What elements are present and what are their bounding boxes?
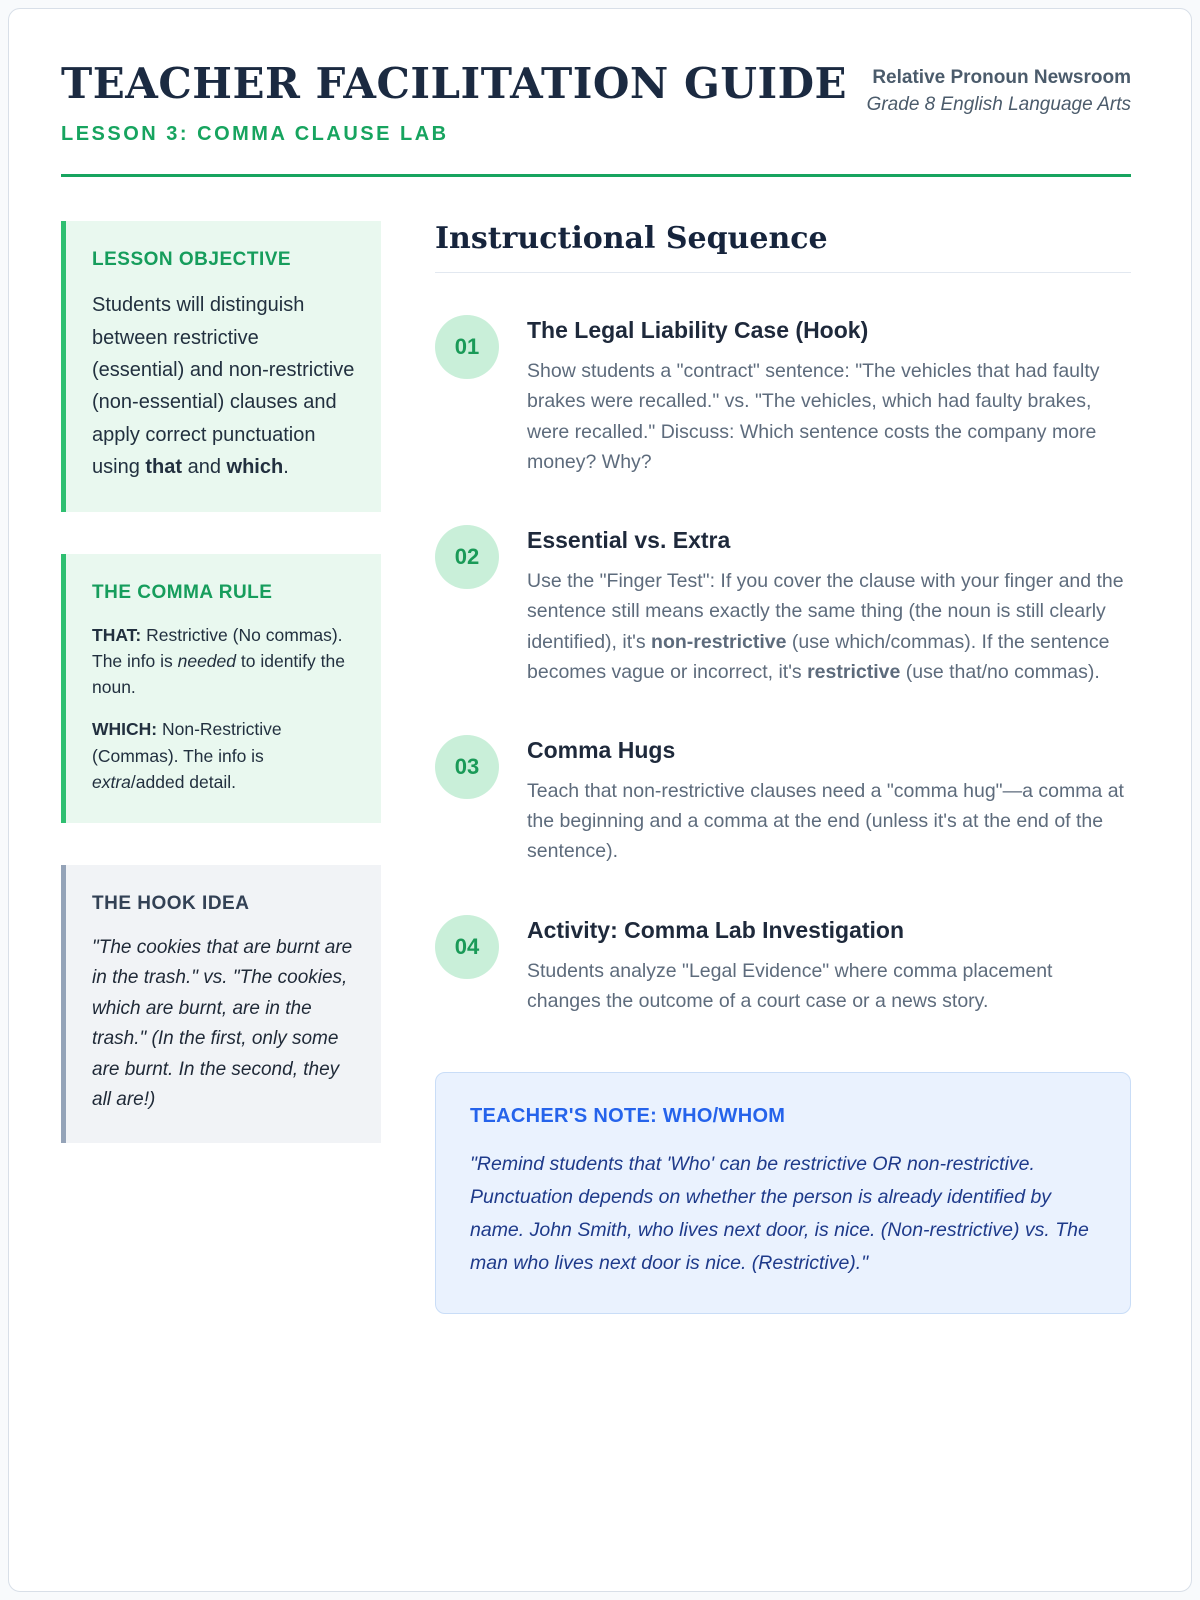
step-title: The Legal Liability Case (Hook) <box>527 317 869 344</box>
grade-level: Grade 8 English Language Arts <box>866 94 1131 115</box>
step-number-badge: 04 <box>435 915 499 979</box>
step-number-badge: 03 <box>435 735 499 799</box>
step-item-2 <box>435 523 1131 687</box>
step-content <box>527 313 1131 477</box>
comma-rule-box <box>61 554 381 824</box>
step-body: Students analyze "Legal Evidence" where comma placement changes the outcome of a court case or a news story. <box>527 959 1053 1012</box>
step-title: Comma Hugs <box>527 736 676 763</box>
section-heading: Instructional Sequence <box>435 221 1131 273</box>
header-divider <box>61 174 1131 177</box>
document-page <box>8 8 1192 1592</box>
page-title: TEACHER FACILITATION GUIDE <box>61 59 848 108</box>
objective-heading: LESSON OBJECTIVE <box>92 249 292 271</box>
objective-body: Students will distinguish between restrictive (essential) and non-restrictive (non-essential) clauses and apply correct punctuation using that and which. <box>92 294 355 479</box>
lesson-objective-box <box>61 221 381 511</box>
main-column <box>435 221 1131 1313</box>
step-content <box>527 913 1131 1016</box>
hook-body: "The cookies that are burnt are in the trash." vs. "The cookies, which are burnt, are in the trash." (In the first, only some are burnt. In the second, they all are!) <box>92 937 353 1110</box>
course-name: Relative Pronoun Newsroom <box>872 67 1131 88</box>
sidebar <box>61 221 381 1313</box>
step-title: Activity: Comma Lab Investigation <box>527 916 905 943</box>
step-content <box>527 733 1131 867</box>
header-meta <box>867 61 1131 116</box>
note-body: "Remind students that 'Who' can be restrictive OR non-restrictive. Punctuation depends on whether the person is already identified by name. John Smith, who lives next door, is nice. (Non-restrictive) vs. The man who lives next door is nice. (Restrictive)." <box>470 1153 1089 1275</box>
step-number-badge: 01 <box>435 315 499 379</box>
note-heading: TEACHER'S NOTE: WHO/WHOM <box>470 1105 786 1128</box>
step-number-badge: 02 <box>435 525 499 589</box>
rule-which: WHICH: Non-Restrictive (Commas). The info is extra/added detail. <box>92 719 282 792</box>
header <box>61 61 1131 146</box>
step-body: Teach that non-restrictive clauses need a "comma hug"—a comma at the beginning and a comma at the end (unless it's at the end of the sentence). <box>527 779 1124 863</box>
teachers-note-box <box>435 1072 1131 1314</box>
step-item-1 <box>435 313 1131 477</box>
step-item-3 <box>435 733 1131 867</box>
step-item-4 <box>435 913 1131 1016</box>
step-title: Essential vs. Extra <box>527 527 731 554</box>
lesson-subtitle: LESSON 3: COMMA CLAUSE LAB <box>61 123 449 146</box>
step-body: Use the "Finger Test": If you cover the clause with your finger and the sentence still means exactly the same thing (the noun is still clearly identified), it's non-restrictive (use which/commas). If the sentence becomes vague or incorrect, it's restrictive (use that/no commas). <box>527 570 1124 683</box>
step-body: Show students a "contract" sentence: "The vehicles that had faulty brakes were recalled." vs. "The vehicles, which had faulty brakes, were recalled." Discuss: Which sentence costs the company more money? Why? <box>527 360 1100 473</box>
content-columns <box>61 221 1131 1313</box>
hook-heading: THE HOOK IDEA <box>92 893 250 915</box>
header-left <box>61 61 847 146</box>
rule-that: THAT: Restrictive (No commas). The info is needed to identify the noun. <box>92 624 345 698</box>
hook-idea-box <box>61 865 381 1143</box>
step-content <box>527 523 1131 687</box>
comma-rule-heading: THE COMMA RULE <box>92 581 273 603</box>
